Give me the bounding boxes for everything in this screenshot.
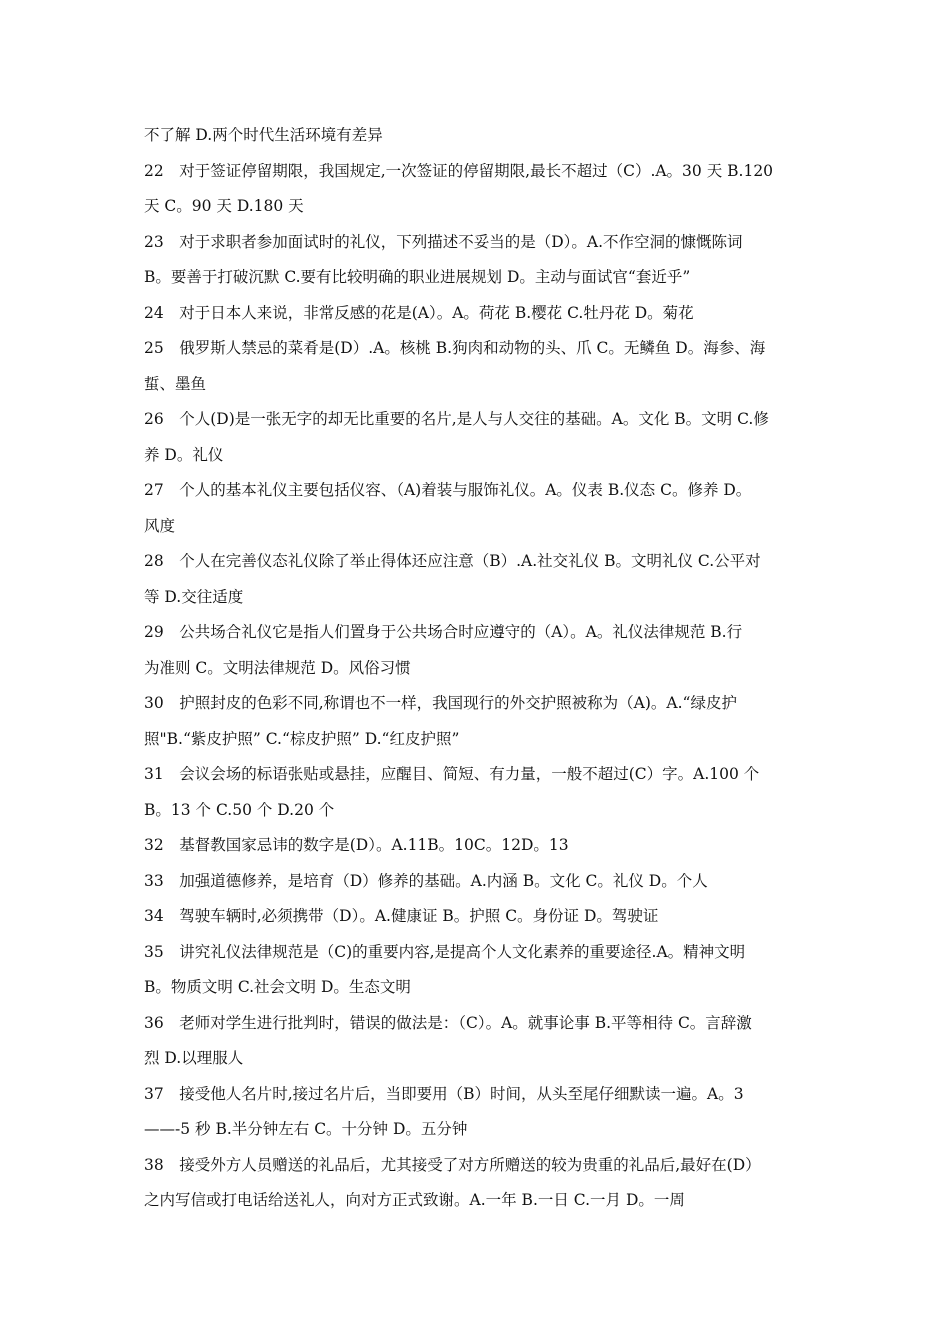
text-line: 38 接受外方人员赠送的礼品后，尤其接受了对方所赠送的较为贵重的礼品后,最好在(D） bbox=[144, 1155, 761, 1174]
text-line: 37 接受他人名片时,接过名片后，当即要用（B）时间，从头至尾仔细默读一遍。A。3 bbox=[144, 1084, 744, 1103]
text-line: 不了解 D.两个时代生活环境有差异 bbox=[144, 126, 383, 144]
text-line: 照"B.“紫皮护照” C.“棕皮护照” D.“红皮护照” bbox=[144, 729, 460, 748]
text-line: 26 个人(D)是一张无字的却无比重要的名片,是人与人交往的基础。A。文化 B。文明 C.修 bbox=[144, 410, 769, 428]
text-line: 烈 D.以理服人 bbox=[144, 1049, 244, 1067]
text-line: 27 个人的基本礼仪主要包括仪容、（A)着装与服饰礼仪。A。仪表 B.仪态 C。修养 D。 bbox=[144, 481, 752, 499]
text-line: 蜇、墨鱼 bbox=[144, 374, 207, 393]
text-line: 天 C。90 天 D.180 天 bbox=[144, 197, 304, 215]
text-line: 36 老师对学生进行批判时，错误的做法是：（C）。A。就事论事 B.平等相待 C。言辞激 bbox=[144, 1013, 752, 1032]
text-line: 养 D。礼仪 bbox=[144, 445, 224, 464]
text-line: 35 讲究礼仪法律规范是（C)的重要内容,是提高个人文化素养的重要途径.A。精神文明 bbox=[144, 942, 746, 961]
text-line: 22 对于签证停留期限，我国规定,一次签证的停留期限,最长不超过（C）.A。30 天 B.120 bbox=[144, 161, 774, 180]
text-line: 风度 bbox=[144, 516, 176, 535]
text-line: 等 D.交往适度 bbox=[144, 587, 244, 606]
document-body bbox=[144, 118, 810, 1219]
text-line: 34 驾驶车辆时,必须携带（D）。A.健康证 B。护照 C。身份证 D。驾驶证 bbox=[144, 907, 659, 925]
text-line: 之内写信或打电话给送礼人，向对方正式致谢。A.一年 B.一日 C.一月 D。一周 bbox=[144, 1191, 685, 1209]
text-line: 33 加强道德修养，是培育（D）修养的基础。A.内涵 B。文化 C。礼仪 D。个人 bbox=[144, 871, 708, 890]
text-line: ——-5 秒 B.半分钟左右 C。十分钟 D。五分钟 bbox=[144, 1120, 468, 1138]
text-line: B。13 个 C.50 个 D.20 个 bbox=[144, 800, 335, 819]
text-line: B。物质文明 C.社会文明 D。生态文明 bbox=[144, 978, 411, 996]
text-line: 24 对于日本人来说，非常反感的花是(A）。A。荷花 B.樱花 C.牡丹花 D。菊花 bbox=[144, 303, 694, 322]
text-line: 31 会议会场的标语张贴或悬挂，应醒目、简短、有力量，一般不超过(C）字。A.100 个 bbox=[144, 765, 760, 783]
text-line: 28 个人在完善仪态礼仪除了举止得体还应注意（B）.A.社交礼仪 B。文明礼仪 C.公平对 bbox=[144, 552, 761, 570]
text-line: 32 基督教国家忌讳的数字是(D）。A.11B。10C。12D。13 bbox=[144, 836, 569, 854]
text-line: 29 公共场合礼仪它是指人们置身于公共场合时应遵守的（A）。A。礼仪法律规范 B.行 bbox=[144, 623, 743, 641]
text-line: 30 护照封皮的色彩不同,称谓也不一样，我国现行的外交护照被称为（A)。A.“绿皮护 bbox=[144, 694, 737, 712]
text-line: 23 对于求职者参加面试时的礼仪，下列描述不妥当的是（D）。A.不作空洞的慷慨陈词 bbox=[144, 232, 743, 251]
text-line: 25 俄罗斯人禁忌的菜肴是(D）.A。核桃 B.狗肉和动物的头、爪 C。无鳞鱼 D。海参、海 bbox=[144, 339, 766, 357]
text-line: B。要善于打破沉默 C.要有比较明确的职业进展规划 D。主动与面试官“套近乎” bbox=[144, 268, 691, 286]
text-line: 为准则 C。文明法律规范 D。风俗习惯 bbox=[144, 658, 411, 677]
